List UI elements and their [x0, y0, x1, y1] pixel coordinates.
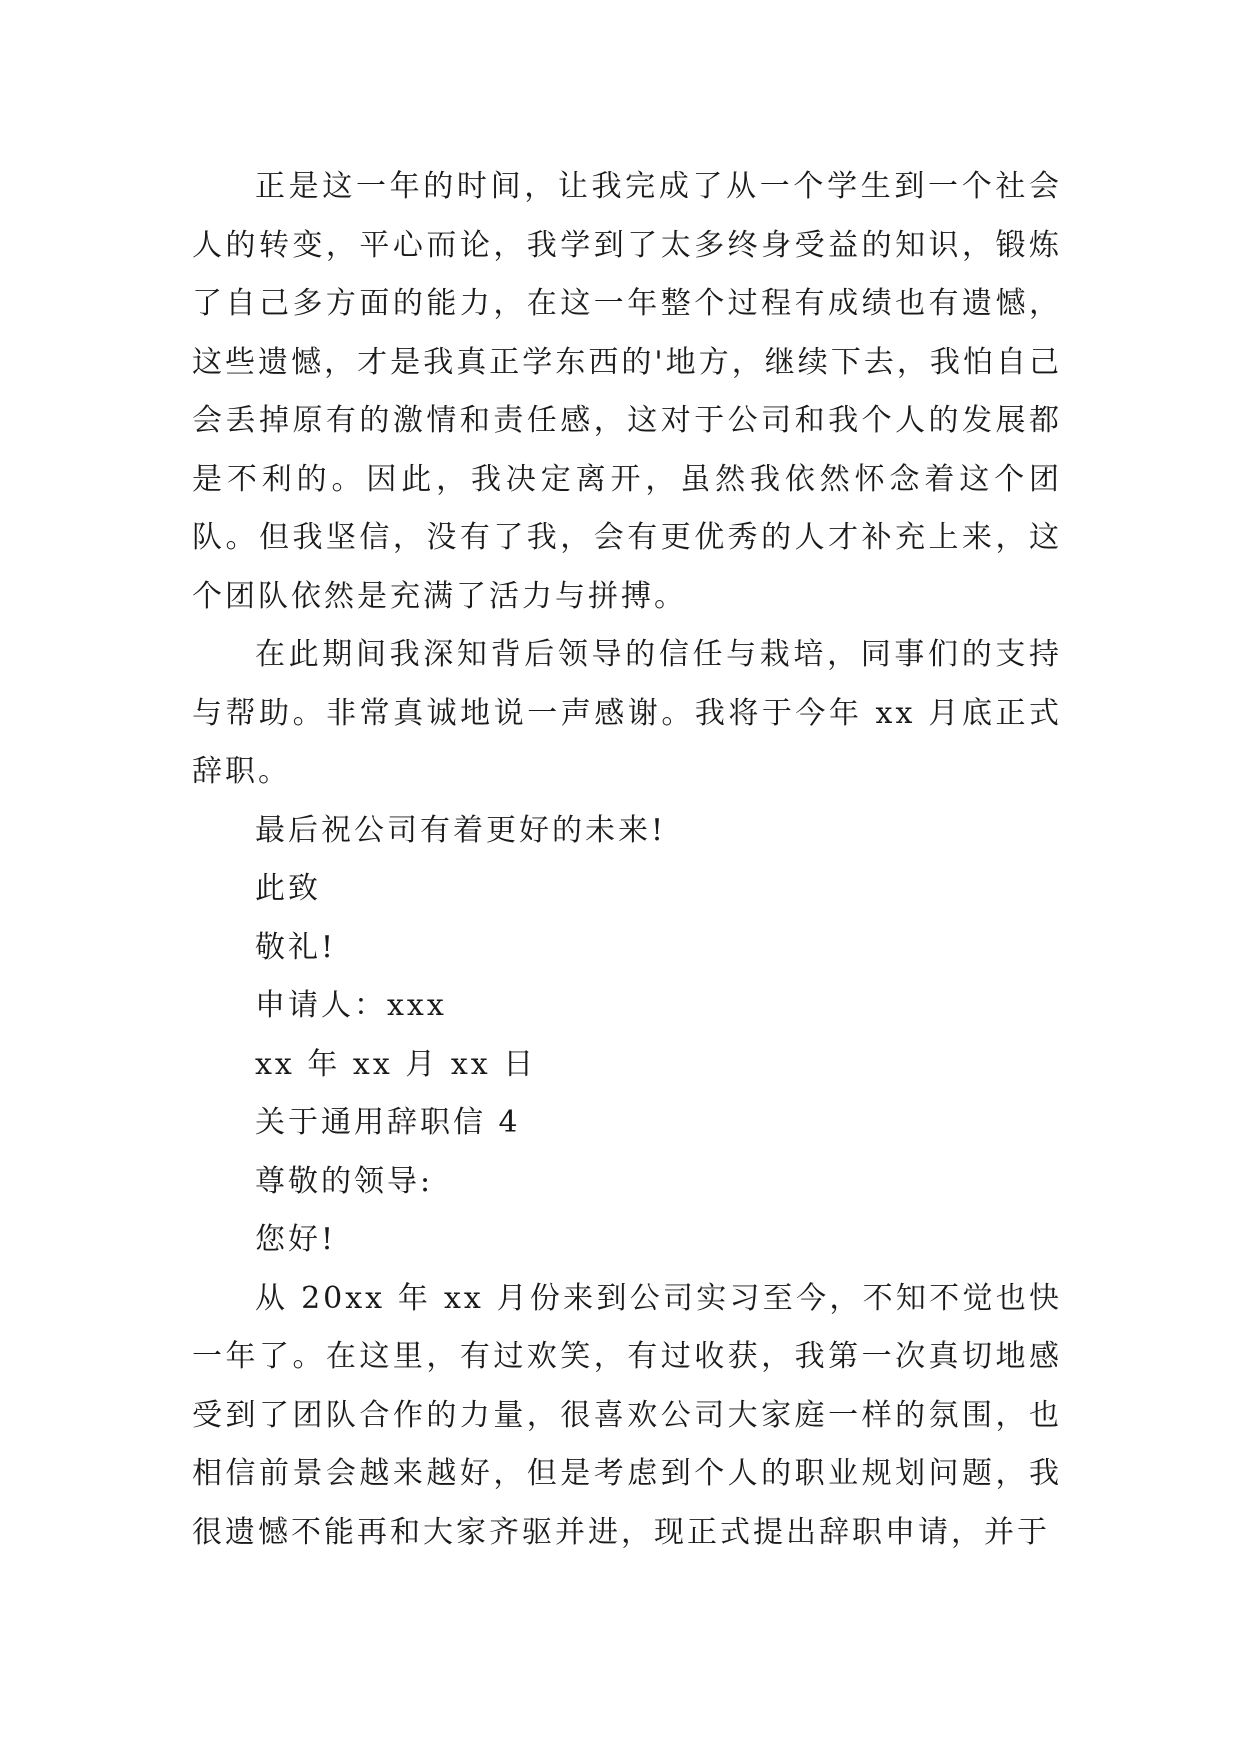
- letter-date: xx 年 xx 月 xx 日: [255, 1046, 537, 1082]
- salutation-regards: 敬礼!: [255, 929, 337, 965]
- document-page: [192, 158, 1062, 1562]
- letter-greeting: 您好!: [255, 1222, 337, 1257]
- closing-wish: 最后祝公司有着更好的未来!: [255, 812, 667, 848]
- body-paragraph: 正是这一年的时间，让我完成了从一个学生到一个社会人的转变，平心而论，我学到了太多终身受益的知识，锻炼了自己多方面的能力，在这一年整个过程有成绩也有遗憾，这些遗憾，才是我真正学东西的'地方，继续下去，我怕自己会丢掉原有的激情和责任感，这对于公司和我个人的发展都是不利的。因此，我决定离开，虽然我依然怀念着这个团队。但我坚信，没有了我，会有更优秀的人才补充上来，这个团队依然是充满了活力与拼搏。: [192, 169, 1062, 614]
- body-paragraph: 从 20xx 年 xx 月份来到公司实习至今，不知不觉也快一年了。在这里，有过欢笑，有过收获，我第一次真切地感受到了团队合作的力量，很喜欢公司大家庭一样的氛围，也相信前景会越来越好，但是考虑到个人的职业规划问题，我很遗憾不能再和大家齐驱并进，现正式提出辞职申请，并于: [192, 1280, 1062, 1550]
- salutation-closing: 此致: [255, 871, 321, 906]
- applicant-signature: 申请人：xxx: [255, 988, 447, 1023]
- section-title: 关于通用辞职信 4: [255, 1105, 521, 1140]
- letter-addressee: 尊敬的领导:: [255, 1163, 434, 1199]
- body-paragraph: 在此期间我深知背后领导的信任与栽培，同事们的支持与帮助。非常真诚地说一声感谢。我将于今年 xx 月底正式辞职。: [192, 637, 1062, 789]
